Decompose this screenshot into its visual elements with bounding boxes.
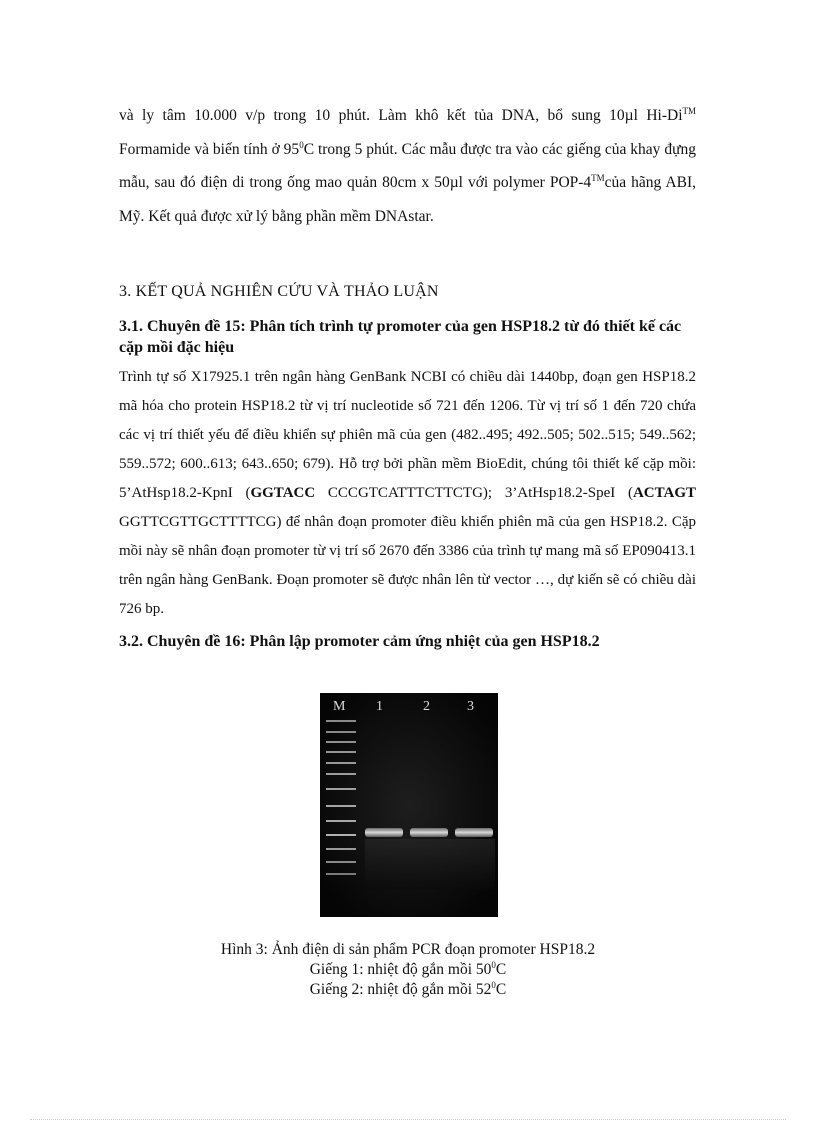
- caption-line-2-sup: 0: [491, 959, 496, 970]
- lane-label-m: M: [333, 699, 346, 714]
- band-lane-2: [410, 828, 448, 837]
- gel-electrophoresis-image: [320, 693, 498, 917]
- paragraph-3-1: [119, 363, 696, 624]
- caption-line-2: [130, 960, 686, 980]
- caption-line-3-text: Giếng 2: nhiệt độ gắn mồi 52: [309, 981, 492, 998]
- lane-label-1: 1: [376, 699, 383, 714]
- lane-label-2: 2: [423, 699, 430, 714]
- methods-paragraph: [119, 99, 696, 233]
- para-3-1-text-3: GGTTCGTTGCTTTTCG) để nhân đoạn promoter điều khiển phiên mã của gen HSP18.2. Cặp mồi này sẽ nhân đoạn promoter từ vị trí số 2670 đến 3386 của trình tự mang mã số EP090413.1 trên ngân hàng GenBank. Đoạn promoter sẽ được nhân lên từ vector …, dự kiến sẽ có chiều dài 726 bp.: [119, 514, 696, 617]
- caption-line-3: [130, 980, 686, 1000]
- band-lane-1: [365, 828, 403, 837]
- kpni-site: GGTACC: [250, 485, 316, 501]
- caption-line-2-unit: C: [495, 961, 507, 978]
- methods-text-2: Formamide và biến tính ở 95: [119, 140, 300, 158]
- para-3-1-text-2: CCCGTCATTTCTTCTG); 3’AtHsp18.2-SpeI (: [315, 485, 633, 501]
- caption-line-2-text: Giếng 1: nhiệt độ gắn mồi 50: [309, 961, 492, 978]
- methods-text-1: và ly tâm 10.000 v/p trong 10 phút. Làm khô kết tủa DNA, bổ sung 10µl Hi-Di: [119, 107, 683, 124]
- degree-sup: 0: [299, 139, 304, 150]
- heading-3-1: 3.1. Chuyên đề 15: Phân tích trình tự promoter của gen HSP18.2 từ đó thiết kế các cặp mồi đặc hiệu: [119, 318, 682, 356]
- page-bottom-rule: [30, 1119, 786, 1120]
- caption-line-1: Hình 3: Ảnh điện di sản phẩm PCR đoạn promoter HSP18.2: [220, 941, 596, 958]
- methods-text-3: C trong 5 phút. Các mẫu được tra vào các giếng của khay đựng mẫu, sau đó điện di trong ống mao quản 80cm x 50µl với polymer POP-4: [119, 140, 696, 191]
- trademark-sup: TM: [682, 105, 696, 116]
- trademark-sup-2: TM: [591, 172, 605, 183]
- heading-3-2: 3.2. Chuyên đề 16: Phân lập promoter cảm ứng nhiệt của gen HSP18.2: [119, 633, 600, 650]
- lane-label-3: 3: [467, 699, 474, 714]
- caption-line-3-unit: C: [495, 981, 507, 998]
- gel-svg: [320, 693, 498, 917]
- section-3-title: 3. KẾT QUẢ NGHIÊN CỨU VÀ THẢO LUẬN: [119, 283, 439, 300]
- figure-caption: [130, 940, 686, 1000]
- spei-site: ACTAGT: [632, 485, 696, 501]
- methods-text-4: của hãng ABI, Mỹ. Kết quả được xử lý bằng phần mềm DNAstar.: [119, 174, 696, 225]
- caption-line-3-sup: 0: [491, 979, 496, 990]
- band-lane-3: [455, 828, 493, 837]
- para-3-1-text-1: Trình tự số X17925.1 trên ngân hàng GenBank NCBI có chiều dài 1440bp, đoạn gen HSP18.2 mã hóa cho protein HSP18.2 từ vị trí nucleotide số 721 đến 1206. Từ vị trí số 1 đến 720 chứa các vị trí thiết yếu để điều khiển sự phiên mã của gen (482..495; 492..505; 502..515; 549..562; 559..572; 600..613; 643..650; 679). Hỗ trợ bởi phần mềm BioEdit, chúng tôi thiết kế cặp mồi: 5’AtHsp18.2-KpnI (: [119, 369, 696, 501]
